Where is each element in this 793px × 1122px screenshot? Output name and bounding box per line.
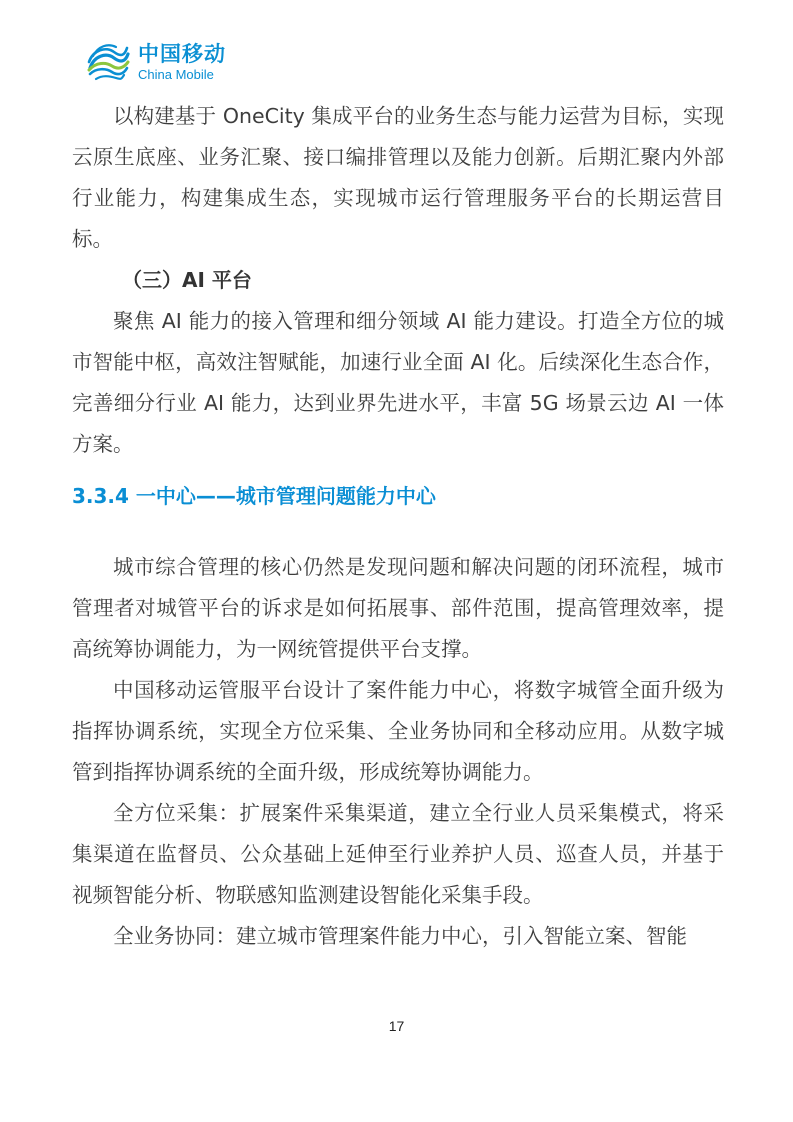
brand-name-en: China Mobile [138, 66, 214, 82]
paragraph-case-center: 中国移动运管服平台设计了案件能力中心，将数字城管全面升级为指挥协调系统，实现全方位采集、全业务协同和全移动应用。从数字城管到指挥协调系统的全面升级，形成统筹协调能力。 [72, 678, 724, 784]
paragraph-core-process: 城市综合管理的核心仍然是发现问题和解决问题的闭环流程，城市管理者对城管平台的诉求是如何拓展事、部件范围，提高管理效率，提高统筹协调能力，为一网统管提供平台支撑。 [72, 555, 724, 661]
section-heading-3-3-4: 3.3.4 一中心——城市管理问题能力中心 [72, 484, 436, 508]
paragraph-full-collaboration: 全业务协同：建立城市管理案件能力中心，引入智能立案、智能 [113, 924, 687, 948]
page-number: 17 [388, 1018, 405, 1034]
brand-name-cn: 中国移动 [138, 41, 226, 66]
paragraph-ai-platform: 聚焦 AI 能力的接入管理和细分领域 AI 能力建设。打造全方位的城市智能中枢，高效注智赋能，加速行业全面 AI 化。后续深化生态合作，完善细分行业 AI 能力，达到业界先进水平，丰富 5G 场景云边 AI 一体方案。 [72, 309, 724, 456]
paragraph-onecity: 以构建基于 OneCity 集成平台的业务生态与能力运营为目标，实现云原生底座、业务汇聚、接口编排管理以及能力创新。后期汇聚内外部行业能力，构建集成生态，实现城市运行管理服务平台的长期运营目标。 [72, 104, 724, 251]
china-mobile-logo-icon [84, 38, 132, 86]
china-mobile-logo [84, 38, 226, 86]
document-body [72, 96, 724, 957]
spacer [72, 514, 724, 547]
paragraph-full-collection: 全方位采集：扩展案件采集渠道，建立全行业人员采集模式，将采集渠道在监督员、公众基础上延伸至行业养护人员、巡查人员，并基于视频智能分析、物联感知监测建设智能化采集手段。 [72, 801, 724, 907]
subheading-ai-platform: （三）AI 平台 [122, 268, 252, 292]
